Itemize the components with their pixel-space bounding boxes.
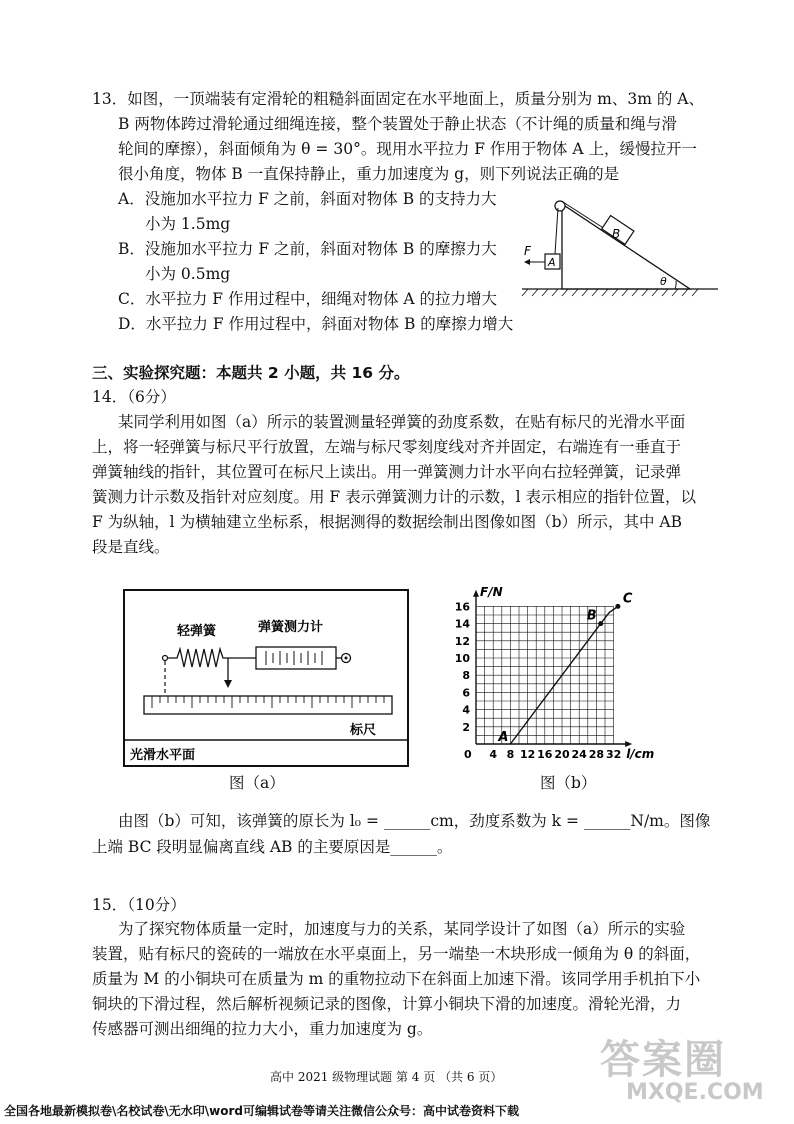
- y-tick-label: 8: [462, 669, 470, 683]
- x-tick-label: 12: [519, 748, 536, 761]
- q14-line-2: 上，将一轻弹簧与标尺平行放置，左端与标尺零刻度线对齐并固定，右端连有一垂直于: [92, 438, 682, 456]
- y-tick-label: 4: [462, 703, 470, 717]
- page-footer: 高中 2021 级物理试题 第 4 页 （共 6 页）: [270, 1070, 503, 1084]
- q13-option-a: A．没施加水平拉力 F 之前，斜面对物体 B 的支持力大: [118, 190, 497, 208]
- bottom-banner: 全国各地最新模拟卷\名校试卷\无水印\word可编辑试卷等请关注微信公众号：高中试卷资料下载: [4, 1104, 519, 1118]
- y-tick-label: 2: [462, 720, 470, 734]
- fig-a-caption: 图（a）: [229, 774, 285, 792]
- point-C: [615, 604, 620, 609]
- q14-line-4: 簧测力计示数及指针对应刻度。用 F 表示弹簧测力计的示数，l 表示相应的指针位置，以: [92, 488, 696, 506]
- y-tick-label: 6: [462, 686, 470, 700]
- x-tick-label: 20: [554, 748, 570, 761]
- q13-label-a: A: [548, 256, 556, 269]
- q14-line-3: 弹簧轴线的指针，其位置可在标尺上读出。用一弹簧测力计水平向右拉轻弹簧，记录弹: [92, 463, 682, 481]
- y-tick-label: 16: [454, 600, 470, 614]
- q13-line-3: 轮间的摩擦），斜面倾角为 θ = 30°。现用水平拉力 F 作用于物体 A 上，缓慢拉开一: [118, 140, 697, 158]
- meter-label: 弹簧测力计: [258, 620, 324, 635]
- q13-label-b: B: [612, 227, 621, 241]
- q14-header: 14．（6分）: [92, 388, 176, 406]
- y-axis-label: F/N: [480, 586, 503, 599]
- q15-line-3: 质量为 M 的小铜块可在质量为 m 的重物拉动下在斜面上加速下滑。该同学用手机拍下小: [92, 970, 701, 988]
- x-tick-label: 28: [588, 748, 605, 761]
- q14-figure-a: [122, 588, 410, 768]
- q13-incline-figure: [520, 192, 720, 302]
- section-3-header: 三、实验探究题：本题共 2 小题，共 16 分。: [92, 364, 410, 382]
- q15-header: 15．（10分）: [92, 896, 186, 914]
- q15-line-1: 为了探究物体质量一定时，加速度与力的关系，某同学设计了如图（a）所示的实验: [118, 920, 686, 938]
- q15-line-2: 装置，贴有标尺的瓷砖的一端放在水平桌面上，另一端垫一木块形成一倾角为 θ 的斜面，: [92, 945, 701, 963]
- q14-line-5: F 为纵轴，l 为横轴建立坐标系，根据测得的数据绘制出图像如图（b）所示，其中 AB: [92, 513, 683, 531]
- q13-option-b: B．没施加水平拉力 F 之前，斜面对物体 B 的摩擦力大: [118, 240, 497, 258]
- x-tick-label: 4: [489, 748, 498, 761]
- x-tick-label: 16: [537, 748, 553, 761]
- q13-label-theta: θ: [660, 275, 667, 288]
- q14-chart-b: [446, 586, 716, 771]
- q13-line-4: 很小角度，物体 B 一直保持静止，重力加速度为 g，则下列说法正确的是: [118, 165, 620, 183]
- surface-label: 光滑水平面: [130, 748, 196, 763]
- fig-b-caption: 图（b）: [540, 774, 597, 792]
- q13-option-d: D．水平拉力 F 作用过程中，斜面对物体 B 的摩擦力增大: [118, 315, 514, 333]
- y-tick-label: 14: [454, 617, 470, 631]
- point-label-B: B: [586, 608, 597, 624]
- q14-line-1: 某同学利用如图（a）所示的装置测量轻弹簧的劲度系数，在贴有标尺的光滑水平面: [118, 413, 686, 431]
- point-label-A: A: [498, 730, 509, 745]
- q14-answer-line-1: 由图（b）可知，该弹簧的原长为 l₀ = ______cm，劲度系数为 k = ______N/m。图像: [118, 812, 711, 830]
- q14-answer-line-2: 上端 BC 段明显偏离直线 AB 的主要原因是______。: [92, 838, 453, 856]
- q13-line-2: B 两物体跨过滑轮通过细绳连接，整个装置处于静止状态（不计绳的质量和绳与滑: [118, 115, 677, 133]
- q15-line-4: 铜块的下滑过程，然后解析视频记录的图像，计算小铜块下滑的加速度。滑轮光滑，力: [92, 995, 682, 1013]
- q15-line-5: 传感器可测出细绳的拉力大小，重力加速度为 g。: [92, 1020, 433, 1038]
- q13-label-f: F: [524, 244, 531, 258]
- y-axis-arrow: [473, 590, 479, 597]
- q14-line-6: 段是直线。: [92, 538, 170, 556]
- x-tick-label: 8: [506, 748, 515, 761]
- y-tick-label: 10: [454, 652, 470, 665]
- q13-line-1: 13．如图，一顶端装有定滑轮的粗糙斜面固定在水平地面上，质量分别为 m、3m 的 A、: [92, 90, 704, 108]
- x-tick-label: 24: [571, 748, 587, 761]
- ruler-label: 标尺: [350, 723, 377, 738]
- y-tick-label: 12: [454, 634, 470, 648]
- spring-label: 轻弹簧: [177, 624, 217, 639]
- point-B: [598, 621, 603, 626]
- q13-option-b-cont: 小为 0.5mg: [145, 265, 231, 283]
- point-label-C: C: [622, 591, 633, 607]
- x-axis-label: l/cm: [626, 747, 655, 761]
- q13-option-c: C．水平拉力 F 作用过程中，细绳对物体 A 的拉力增大: [118, 290, 498, 308]
- watermark-url: MXQE.COM: [626, 1080, 764, 1105]
- q13-option-a-cont: 小为 1.5mg: [145, 215, 231, 233]
- x-tick-label: 0: [464, 748, 472, 761]
- x-tick-label: 32: [605, 748, 622, 761]
- watermark-logo: 答案圈: [600, 1037, 726, 1083]
